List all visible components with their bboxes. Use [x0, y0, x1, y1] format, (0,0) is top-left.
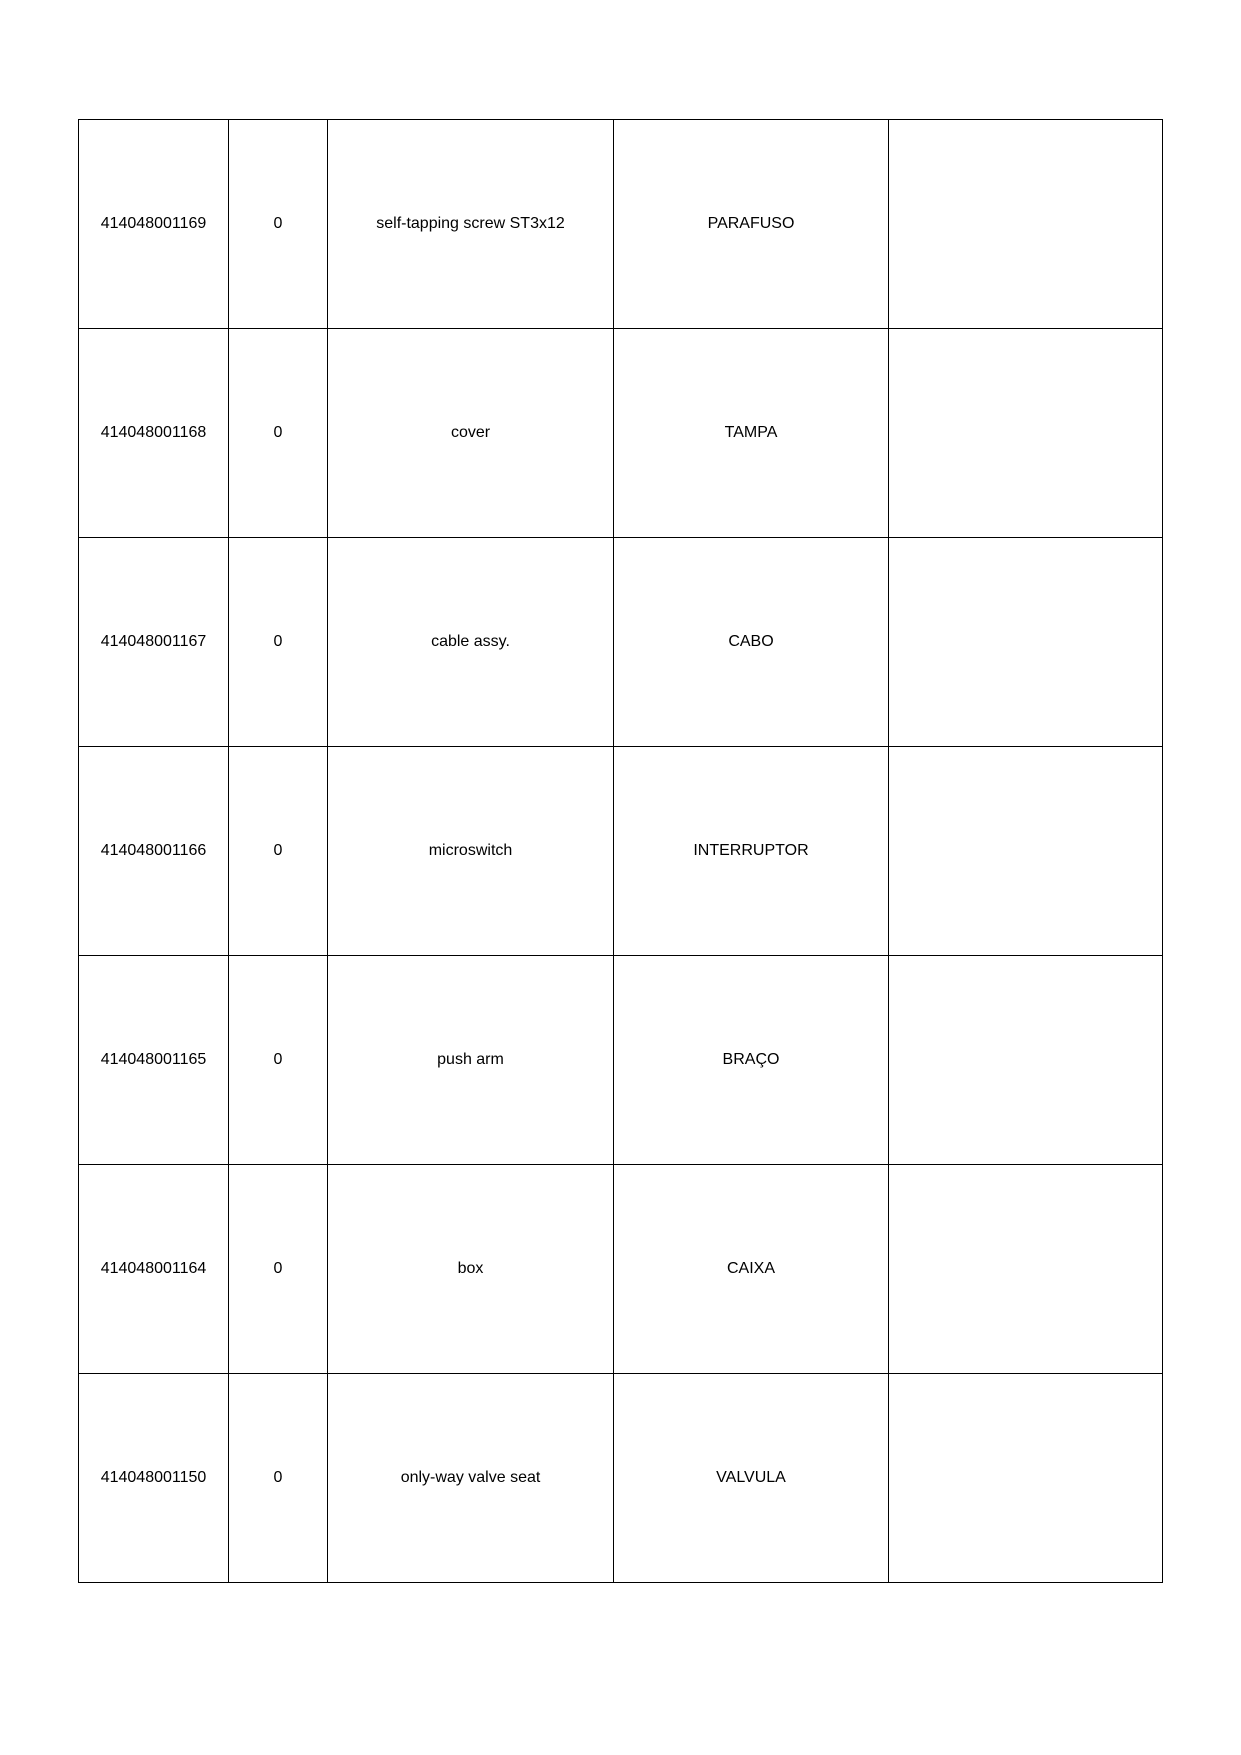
- part-code-cell: 414048001166: [79, 747, 229, 956]
- table-row: [79, 120, 1163, 329]
- quantity-cell: 0: [229, 747, 328, 956]
- description-en-cell: self-tapping screw ST3x12: [328, 120, 614, 329]
- notes-cell: [889, 329, 1163, 538]
- quantity-cell: 0: [229, 1374, 328, 1583]
- quantity-cell: 0: [229, 120, 328, 329]
- description-pt-cell: CABO: [614, 538, 889, 747]
- quantity-cell: 0: [229, 329, 328, 538]
- quantity-cell: 0: [229, 956, 328, 1165]
- table-row: [79, 956, 1163, 1165]
- parts-table: [78, 119, 1163, 1583]
- description-pt-cell: CAIXA: [614, 1165, 889, 1374]
- part-code-cell: 414048001164: [79, 1165, 229, 1374]
- description-en-cell: cable assy.: [328, 538, 614, 747]
- part-code-cell: 414048001165: [79, 956, 229, 1165]
- table-row: [79, 1374, 1163, 1583]
- part-code-cell: 414048001167: [79, 538, 229, 747]
- description-pt-cell: PARAFUSO: [614, 120, 889, 329]
- notes-cell: [889, 956, 1163, 1165]
- description-en-cell: microswitch: [328, 747, 614, 956]
- notes-cell: [889, 120, 1163, 329]
- part-code-cell: 414048001168: [79, 329, 229, 538]
- description-en-cell: only-way valve seat: [328, 1374, 614, 1583]
- table-row: [79, 747, 1163, 956]
- part-code-cell: 414048001150: [79, 1374, 229, 1583]
- description-pt-cell: BRAÇO: [614, 956, 889, 1165]
- description-pt-cell: TAMPA: [614, 329, 889, 538]
- description-en-cell: push arm: [328, 956, 614, 1165]
- notes-cell: [889, 747, 1163, 956]
- table-row: [79, 538, 1163, 747]
- notes-cell: [889, 1374, 1163, 1583]
- quantity-cell: 0: [229, 538, 328, 747]
- notes-cell: [889, 1165, 1163, 1374]
- description-en-cell: cover: [328, 329, 614, 538]
- table-row: [79, 1165, 1163, 1374]
- notes-cell: [889, 538, 1163, 747]
- description-pt-cell: INTERRUPTOR: [614, 747, 889, 956]
- description-en-cell: box: [328, 1165, 614, 1374]
- part-code-cell: 414048001169: [79, 120, 229, 329]
- table-row: [79, 329, 1163, 538]
- quantity-cell: 0: [229, 1165, 328, 1374]
- description-pt-cell: VALVULA: [614, 1374, 889, 1583]
